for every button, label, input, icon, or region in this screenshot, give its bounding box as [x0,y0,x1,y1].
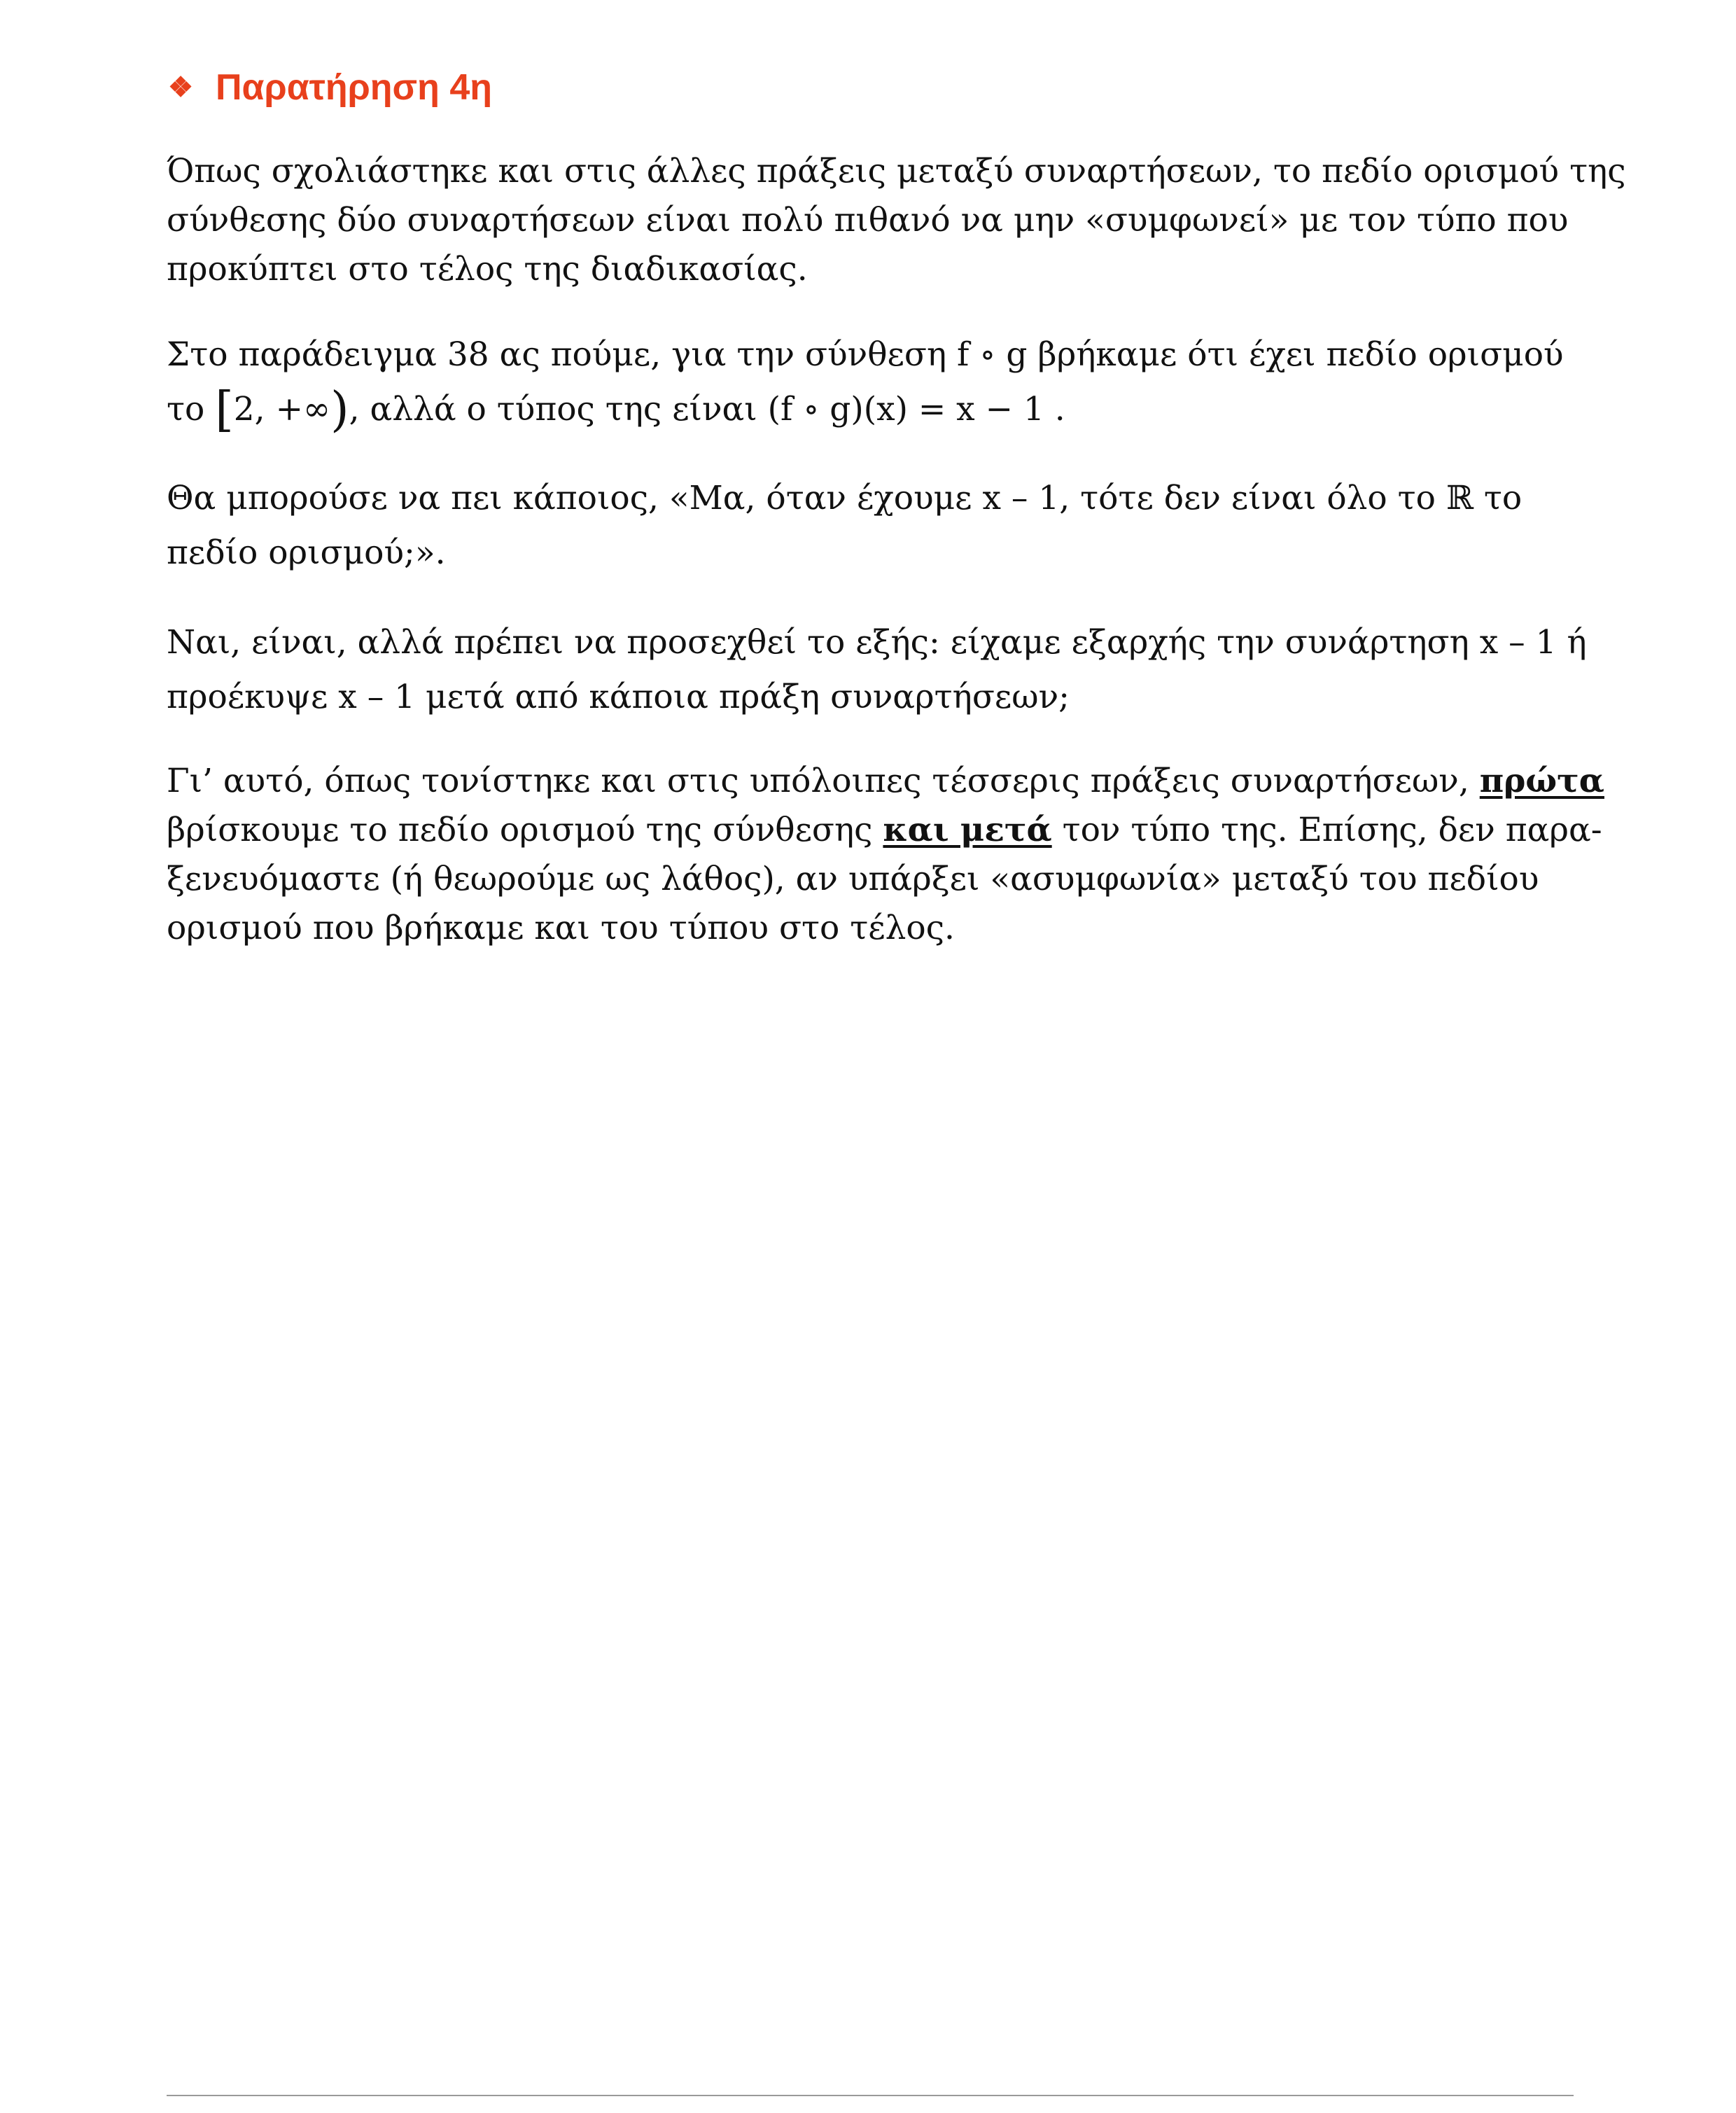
diamond-cluster-icon: ❖ [168,72,193,103]
paragraph-5-text-b: βρίσκουμε το πεδίο ορισμού της σύνθεσης [167,811,883,849]
interval-open-bracket: [ [215,382,234,438]
paragraph-1-line-2: σύνθεσης δύο συναρτήσεων είναι πολύ πιθανό να μην «συμφωνεί» με τον τύπο που [167,201,1569,239]
paragraph-4-line-2: προέκυψε x – 1 μετά από κάποια πράξη συναρτήσεων; [167,678,1070,716]
paragraph-2-line-2 [167,382,1588,438]
emphasis-first: πρώτα [1479,762,1604,800]
paragraph-4-line-1: Ναι, είναι, αλλά πρέπει να προσεχθεί το εξής: είχαμε εξαρχής την συνάρτηση x – 1 ή [167,623,1587,662]
section-title: Παρατήρηση 4η [216,67,493,108]
paragraph-3 [167,471,1588,580]
footer-divider [167,2095,1574,2096]
paragraph-2-text-b: , αλλά ο τύπος της είναι [349,390,768,428]
paragraph-5-line-1 [167,757,1604,806]
paragraph-5-line-4: ορισμού που βρήκαμε και του τύπου στο τέλος. [167,909,955,947]
paragraph-2-text-a: το [167,390,216,428]
paragraph-5-line-3: ξενευόμαστε (ή θεωρούμε ως λάθος), αν υπάρξει «ασυμφωνία» μεταξύ του πεδίου [167,860,1539,898]
interval-close-bracket: ) [330,382,349,438]
paragraph-4 [167,615,1588,725]
emphasis-then: και μετά [883,811,1052,849]
paragraph-5 [167,757,1604,953]
composition-formula: (f ∘ g)(x) = x − 1 [767,390,1044,428]
paragraph-5-text-a: Γι’ αυτό, όπως τονίστηκε και στις υπόλοιπες τέσσερις πράξεις συναρτήσεων, [167,762,1480,800]
document-page [167,63,1626,953]
paragraph-1 [167,147,1626,294]
paragraph-2-line-1: Στο παράδειγμα 38 ας πούμε, για την σύνθεση f ∘ g βρήκαμε ότι έχει πεδίο ορισμού [167,335,1564,374]
section-heading [167,63,1588,112]
paragraph-5-line-2 [167,806,1602,855]
paragraph-1-line-1: Όπως σχολιάστηκε και στις άλλες πράξεις μεταξύ συναρτήσεων, το πεδίο ορισμού της [167,152,1626,190]
paragraph-5-text-c: τον τύπο της. Επίσης, δεν παρα- [1051,811,1602,849]
paragraph-3-line-2: πεδίο ορισμού;». [167,534,446,572]
paragraph-3-line-1: Θα μπορούσε να πει κάποιος, «Μα, όταν έχουμε x – 1, τότε δεν είναι όλο το ℝ το [167,479,1522,517]
paragraph-1-line-3: προκύπτει στο τέλος της διαδικασίας. [167,250,808,288]
paragraph-2-text-c: . [1044,390,1065,428]
paragraph-2 [167,328,1588,438]
interval-value: 2, +∞ [233,390,331,428]
